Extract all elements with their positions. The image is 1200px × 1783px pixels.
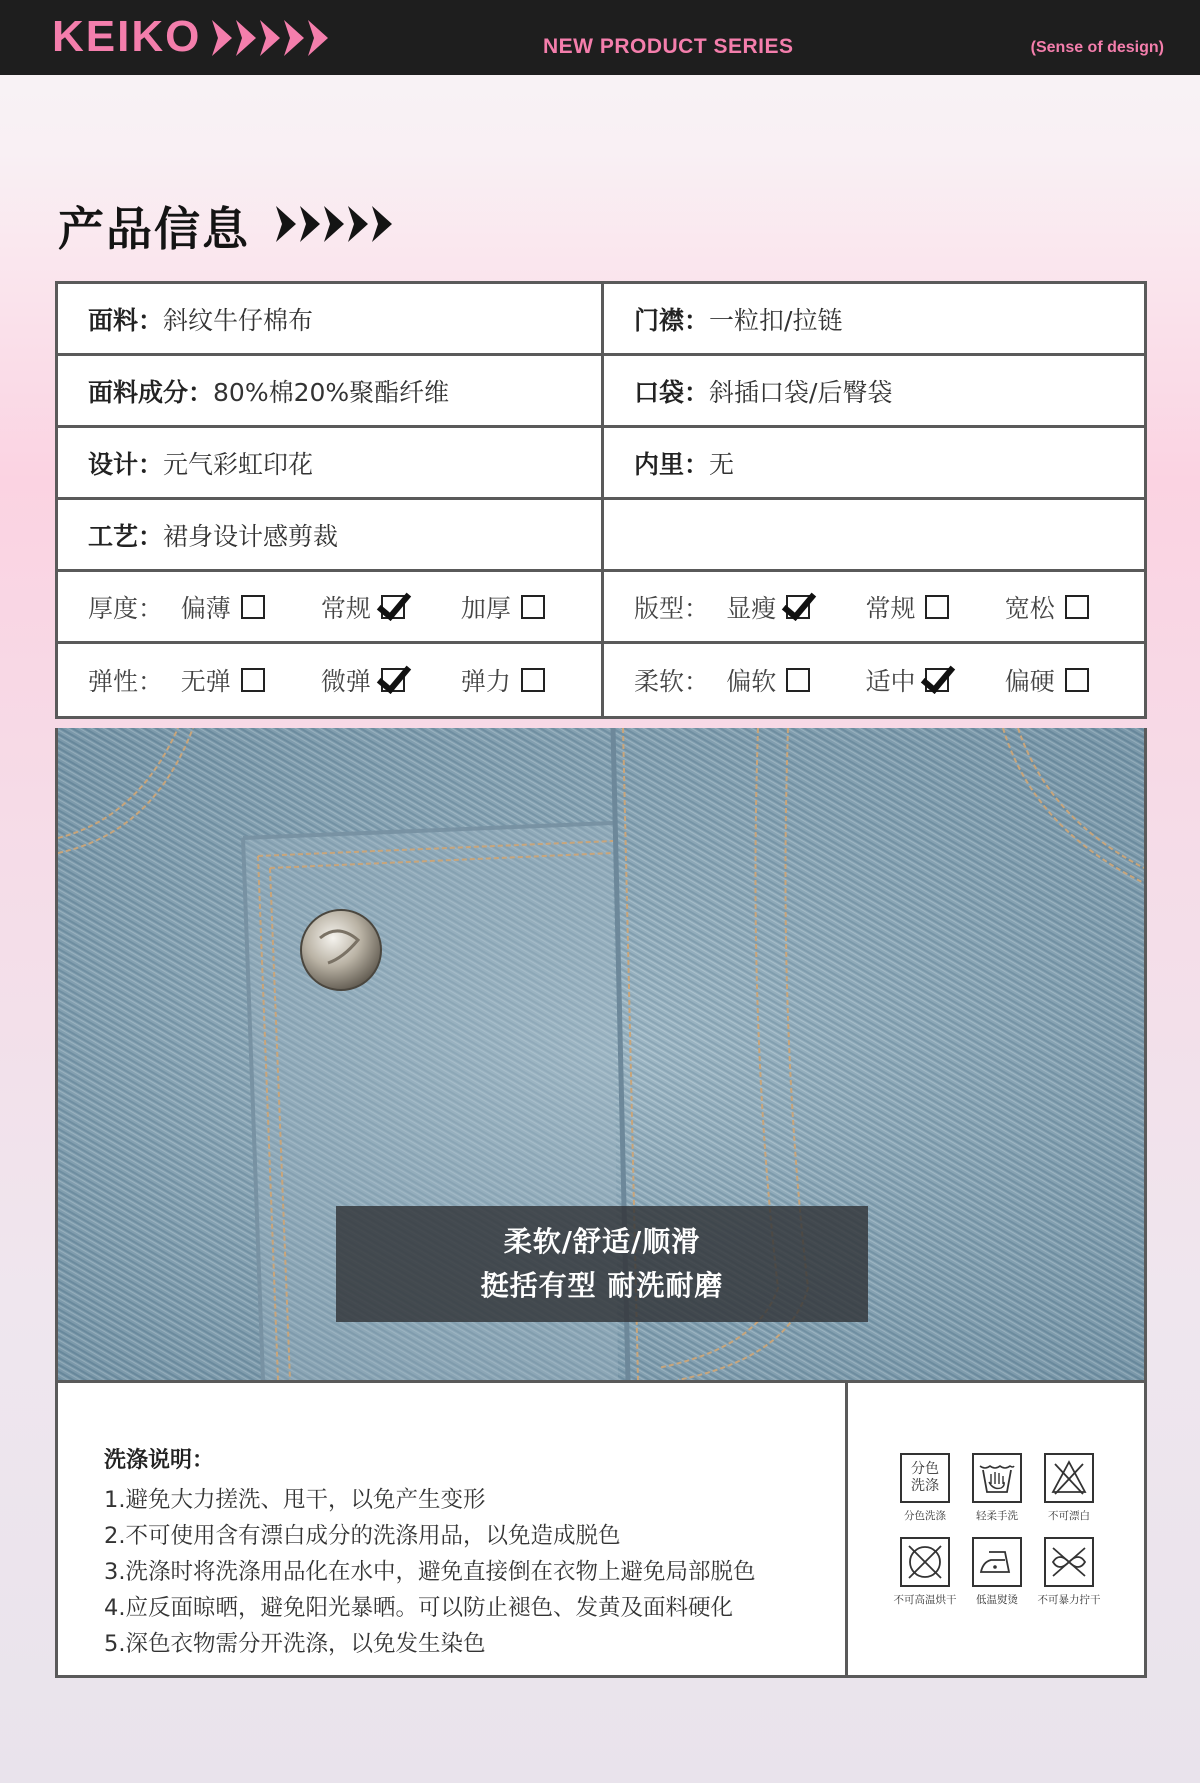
- denim-detail-photo: [55, 728, 1147, 1380]
- caption-line-1: 柔软/舒适/顺滑: [503, 1225, 701, 1258]
- table-row: [58, 284, 1144, 356]
- spec-value: 裙身设计感剪裁: [163, 521, 339, 551]
- care-section: [55, 1380, 1147, 1678]
- spec-composition: [58, 356, 601, 425]
- spec-label: 口袋：: [634, 377, 710, 407]
- checkbox[interactable]: [786, 668, 810, 692]
- option-stretch[interactable]: 弹力: [461, 662, 601, 698]
- attr-label: 柔软：: [634, 667, 710, 696]
- no-tumble-dry-icon: [900, 1537, 950, 1587]
- care-icons: [848, 1383, 1144, 1675]
- photo-caption: [336, 1206, 868, 1322]
- low-iron-icon: [972, 1537, 1022, 1587]
- table-row: [58, 572, 1144, 644]
- spec-craft: [58, 500, 601, 569]
- option-soft[interactable]: 偏软: [726, 662, 865, 698]
- checkbox[interactable]: [241, 668, 265, 692]
- attr-softness: [601, 644, 1144, 716]
- hand-wash-icon: [972, 1453, 1022, 1503]
- care-icon-caption: 不可暴力拧干: [1037, 1594, 1101, 1606]
- option-thick[interactable]: 加厚: [461, 589, 601, 625]
- spec-lining: [601, 428, 1144, 497]
- spec-label: 面料成分：: [88, 377, 214, 407]
- no-wring-icon: [1044, 1537, 1094, 1587]
- series-title: NEW PRODUCT SERIES: [543, 35, 794, 58]
- spec-label: 工艺：: [88, 521, 164, 551]
- option-regular[interactable]: 常规: [321, 589, 461, 625]
- care-icon-caption: 轻柔手洗: [976, 1510, 1018, 1522]
- option-thin[interactable]: 偏薄: [181, 589, 321, 625]
- checkbox[interactable]: [521, 668, 545, 692]
- care-line: 5.深色衣物需分开洗涤，以免发生染色: [104, 1631, 486, 1657]
- care-line: 1.避免大力搓洗、甩干，以免产生变形: [104, 1487, 486, 1513]
- care-icon-item: [1024, 1537, 1114, 1607]
- attr-elasticity: [58, 644, 601, 716]
- spec-design: [58, 428, 601, 497]
- spec-placket: [601, 284, 1144, 353]
- attr-thickness: [58, 572, 601, 641]
- care-line: 2.不可使用含有漂白成分的洗涤用品，以免造成脱色: [104, 1523, 621, 1549]
- checkbox[interactable]: [925, 595, 949, 619]
- care-icon-caption: 低温熨烫: [976, 1594, 1018, 1606]
- spec-value: 斜纹牛仔棉布: [163, 305, 314, 335]
- option-medium[interactable]: 适中: [865, 662, 1004, 698]
- spec-value: 元气彩虹印花: [163, 449, 314, 479]
- chevrons-icon: [276, 204, 396, 244]
- chevrons-icon: [212, 18, 332, 58]
- care-line: 4.应反面晾晒，避免阳光暴晒。可以防止褪色、发黄及面料硬化: [104, 1595, 733, 1621]
- table-row: [58, 500, 1144, 572]
- spec-value: 斜插口袋/后臀袋: [709, 377, 893, 407]
- attr-label: 厚度：: [88, 593, 164, 623]
- attr-label: 版型：: [634, 593, 710, 623]
- spec-value: 无: [709, 449, 735, 479]
- care-title: 洗涤说明：: [104, 1448, 215, 1473]
- care-icon-caption: 分色洗涤: [904, 1510, 946, 1522]
- section-title: 产品信息: [58, 202, 250, 256]
- checkbox[interactable]: [521, 595, 545, 619]
- spec-fabric: [58, 284, 601, 353]
- spec-value: 一粒扣/拉链: [709, 305, 843, 335]
- separate-wash-icon: 分色 洗涤: [900, 1453, 950, 1503]
- checkbox[interactable]: [1065, 668, 1089, 692]
- product-info-table: [55, 281, 1147, 719]
- option-loose[interactable]: 宽松: [1005, 589, 1144, 625]
- spec-pocket: [601, 356, 1144, 425]
- checkbox-checked[interactable]: [925, 668, 949, 692]
- brand-logo: KEIKO: [52, 12, 202, 61]
- option-hard[interactable]: 偏硬: [1005, 662, 1144, 698]
- option-regular[interactable]: 常规: [865, 589, 1004, 625]
- caption-line-2: 挺括有型 耐洗耐磨: [480, 1269, 724, 1302]
- spec-label: 面料：: [88, 305, 164, 335]
- spec-empty: [601, 500, 1144, 569]
- spec-value: 80%棉20%聚酯纤维: [213, 377, 450, 407]
- table-row: [58, 356, 1144, 428]
- tagline: (Sense of design): [1030, 39, 1164, 56]
- checkbox[interactable]: [1065, 595, 1089, 619]
- option-slim[interactable]: 显瘦: [726, 589, 865, 625]
- checkbox-checked[interactable]: [381, 595, 405, 619]
- table-row: [58, 428, 1144, 500]
- spec-label: 门襟：: [634, 305, 710, 335]
- option-slight-stretch[interactable]: 微弹: [321, 662, 461, 698]
- checkbox[interactable]: [241, 595, 265, 619]
- care-icon-caption: 不可高温烘干: [893, 1594, 957, 1606]
- checkbox-checked[interactable]: [381, 668, 405, 692]
- table-row: [58, 644, 1144, 716]
- attr-label: 弹性：: [88, 667, 164, 696]
- care-instructions: [58, 1383, 848, 1675]
- spec-label: 内里：: [634, 449, 710, 479]
- option-no-stretch[interactable]: 无弹: [181, 662, 321, 698]
- care-icon-caption: 不可漂白: [1048, 1510, 1090, 1522]
- care-icon-item: [1024, 1453, 1114, 1523]
- checkbox-checked[interactable]: [786, 595, 810, 619]
- attr-fit: [601, 572, 1144, 641]
- top-bar: [0, 0, 1200, 75]
- no-bleach-icon: [1044, 1453, 1094, 1503]
- spec-label: 设计：: [88, 449, 164, 479]
- care-line: 3.洗涤时将洗涤用品化在水中，避免直接倒在衣物上避免局部脱色: [104, 1559, 756, 1585]
